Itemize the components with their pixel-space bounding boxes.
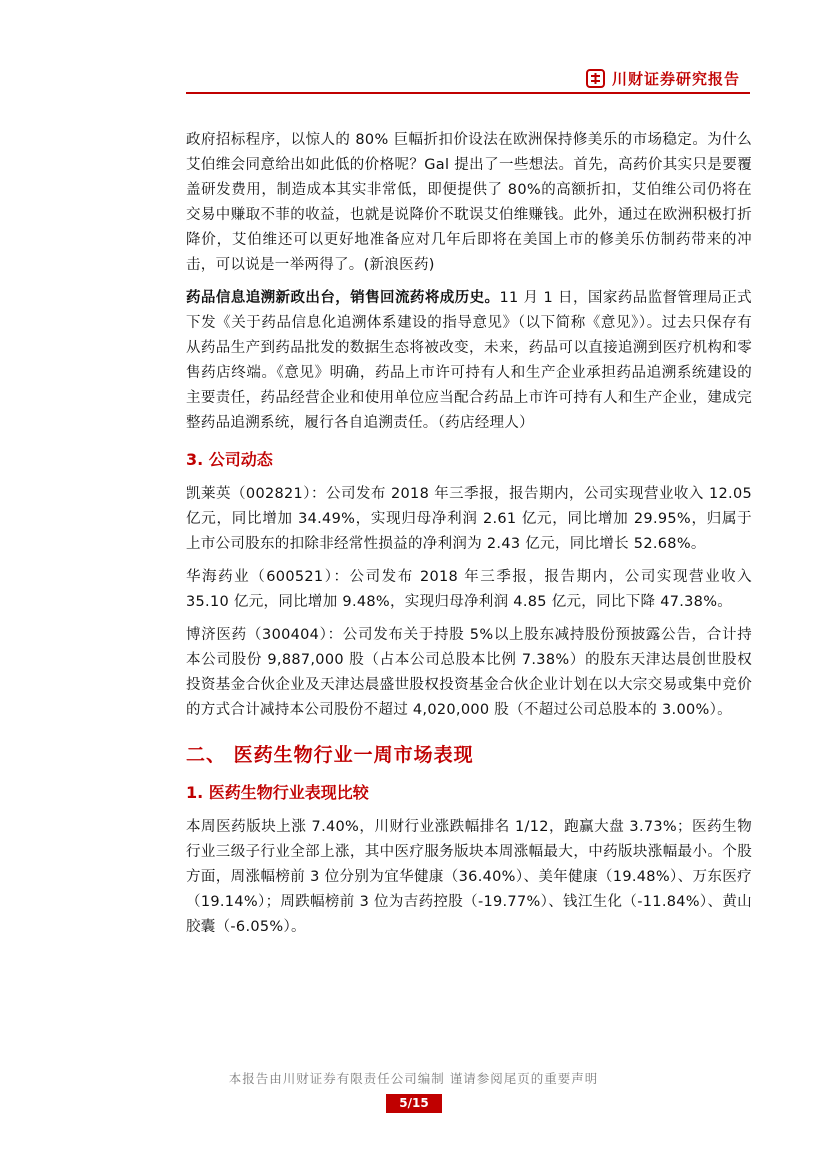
paragraph-weekly-market: 本周医药版块上涨 7.40%，川财行业涨跌幅排名 1/12，跑赢大盘 3.73%；医药生物行业三级子行业全部上涨，其中医疗服务版块本周涨幅最大，中药版块涨幅最小。个股方面，周涨幅榜前 3 位分别为宜华健康（36.40%）、美年健康（19.48%）、万东医疗（19.14%）；周跌幅榜前 3 位为吉药控股（-19.77%）、钱江生化（-11.84%）、黄山胶囊（-6.05%）。 bbox=[186, 819, 752, 935]
chuancai-logo-icon bbox=[586, 69, 605, 88]
heading-market-performance: 二、 医药生物行业一周市场表现 bbox=[186, 744, 474, 766]
paragraph-company-boji: 博济医药（300404）：公司发布关于持股 5%以上股东减持股份预披露公告，合计持本公司股份 9,887,000 股（占本公司总股本比例 7.38%）的股东天津达晨创世股权投资基金合伙企业及天津达晨盛世股权投资基金合伙企业计划在以大宗交易或集中竞价的方式合计减持本公司股份不超过 4,020,000 股（不超过公司总股本的 3.00%）。 bbox=[186, 627, 752, 718]
page-number: 5/15 bbox=[386, 1094, 442, 1113]
report-body bbox=[186, 128, 752, 940]
paragraph-drug-tracing-text: 11 月 1 日，国家药品监督管理局正式下发《关于药品信息化追溯体系建设的指导意见》（以下简称《意见》）。过去只保存有从药品生产到药品批发的数据生态将被改变，未来，药品可以直接追溯到医疗机构和零售药店终端。《意见》明确，药品上市许可持有人和生产企业承担药品追溯系统建设的主要责任，药品经营企业和使用单位应当配合药品上市许可持有人和生产企业，建成完整药品追溯系统，履行各自追溯责任。（药店经理人） bbox=[186, 290, 752, 431]
heading-company-news: 3. 公司动态 bbox=[186, 450, 273, 469]
paragraph-drug-tracing bbox=[186, 286, 752, 436]
heading-industry-comparison: 1. 医药生物行业表现比较 bbox=[186, 783, 369, 802]
paragraph-company-huahai: 华海药业（600521）：公司发布 2018 年三季报，报告期内，公司实现营业收入 35.10 亿元，同比增加 9.48%，实现归母净利润 4.85 亿元，同比下降 47.38%。 bbox=[186, 569, 752, 610]
paragraph-drug-tracing-lead: 药品信息追溯新政出台，销售回流药将成历史。 bbox=[186, 290, 500, 306]
paragraph-abbvie-pricing: 政府招标程序，以惊人的 80% 巨幅折扣价设法在欧洲保持修美乐的市场稳定。为什么艾伯维会同意给出如此低的价格呢？Gal 提出了一些想法。首先，高药价其实只是要覆盖研发费用，制造成本其实非常低，即便提供了 80%的高额折扣，艾伯维公司仍将在交易中赚取不菲的收益，也就是说降价不耽误艾伯维赚钱。此外，通过在欧洲积极打折降价，艾伯维还可以更好地准备应对几年后即将在美国上市的修美乐仿制药带来的冲击，可以说是一举两得了。(新浪医药) bbox=[186, 132, 752, 273]
paragraph-company-asymchem: 凯莱英（002821）：公司发布 2018 年三季报，报告期内，公司实现营业收入 12.05 亿元，同比增加 34.49%，实现归母净利润 2.61 亿元，同比增加 29.95%，归属于上市公司股东的扣除非经常性损益的净利润为 2.43 亿元，同比增长 52.68%。 bbox=[186, 486, 752, 552]
footer-disclaimer: 本报告由川财证券有限责任公司编制 谨请参阅尾页的重要声明 bbox=[228, 1071, 599, 1086]
header-title: 川财证券研究报告 bbox=[612, 70, 741, 88]
header-divider bbox=[186, 92, 750, 94]
